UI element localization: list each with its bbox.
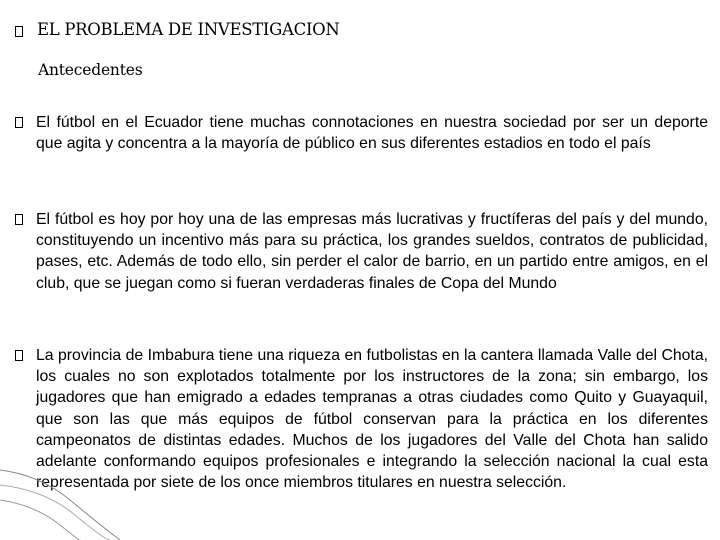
- bullet-box-icon: [15, 26, 23, 37]
- paragraph-3: La provincia de Imbabura tiene una riqueza en futbolistas en la cantera llamada Valle del Chota, los cuales no son explotados totalmente por los instructores de la zona; sin embargo, los jugadores que han emigrado a edades tempranas a otras ciudades como Quito y Guayaquil, que son las que más equipos de fútbol conservan para la práctica en los diferentes campeonatos de distintas edades. Muchos de los jugadores del Valle del Chota han salido adelante conformando equipos profesionales e integrando la selección nacional la cual esta representada por siete de los once miembros titulares en nuestra selección.: [36, 347, 708, 492]
- paragraph-2: El fútbol es hoy por hoy una de las empresas más lucrativas y fructíferas del país y del mundo, constituyendo un incentivo más para su práctica, los grandes sueldos, contratos de publicidad, pases, etc. Además de todo ello, sin perder el calor de barrio, en un partido entre amigos, en el club, que se juegan como si fueran verdaderas finales de Copa del Mundo: [36, 211, 708, 292]
- slide-subtitle: Antecedentes: [38, 61, 143, 79]
- bullet-box-icon: [15, 350, 23, 361]
- slide-title: EL PROBLEMA DE INVESTIGACION: [37, 20, 340, 39]
- paragraph-1: El fútbol en el Ecuador tiene muchas connotaciones en nuestra sociedad por ser un deporte que agita y concentra a la mayoría de público en sus diferentes estadios en todo el país: [36, 114, 708, 153]
- bullet-box-icon: [15, 214, 23, 225]
- bullet-box-icon: [15, 117, 23, 128]
